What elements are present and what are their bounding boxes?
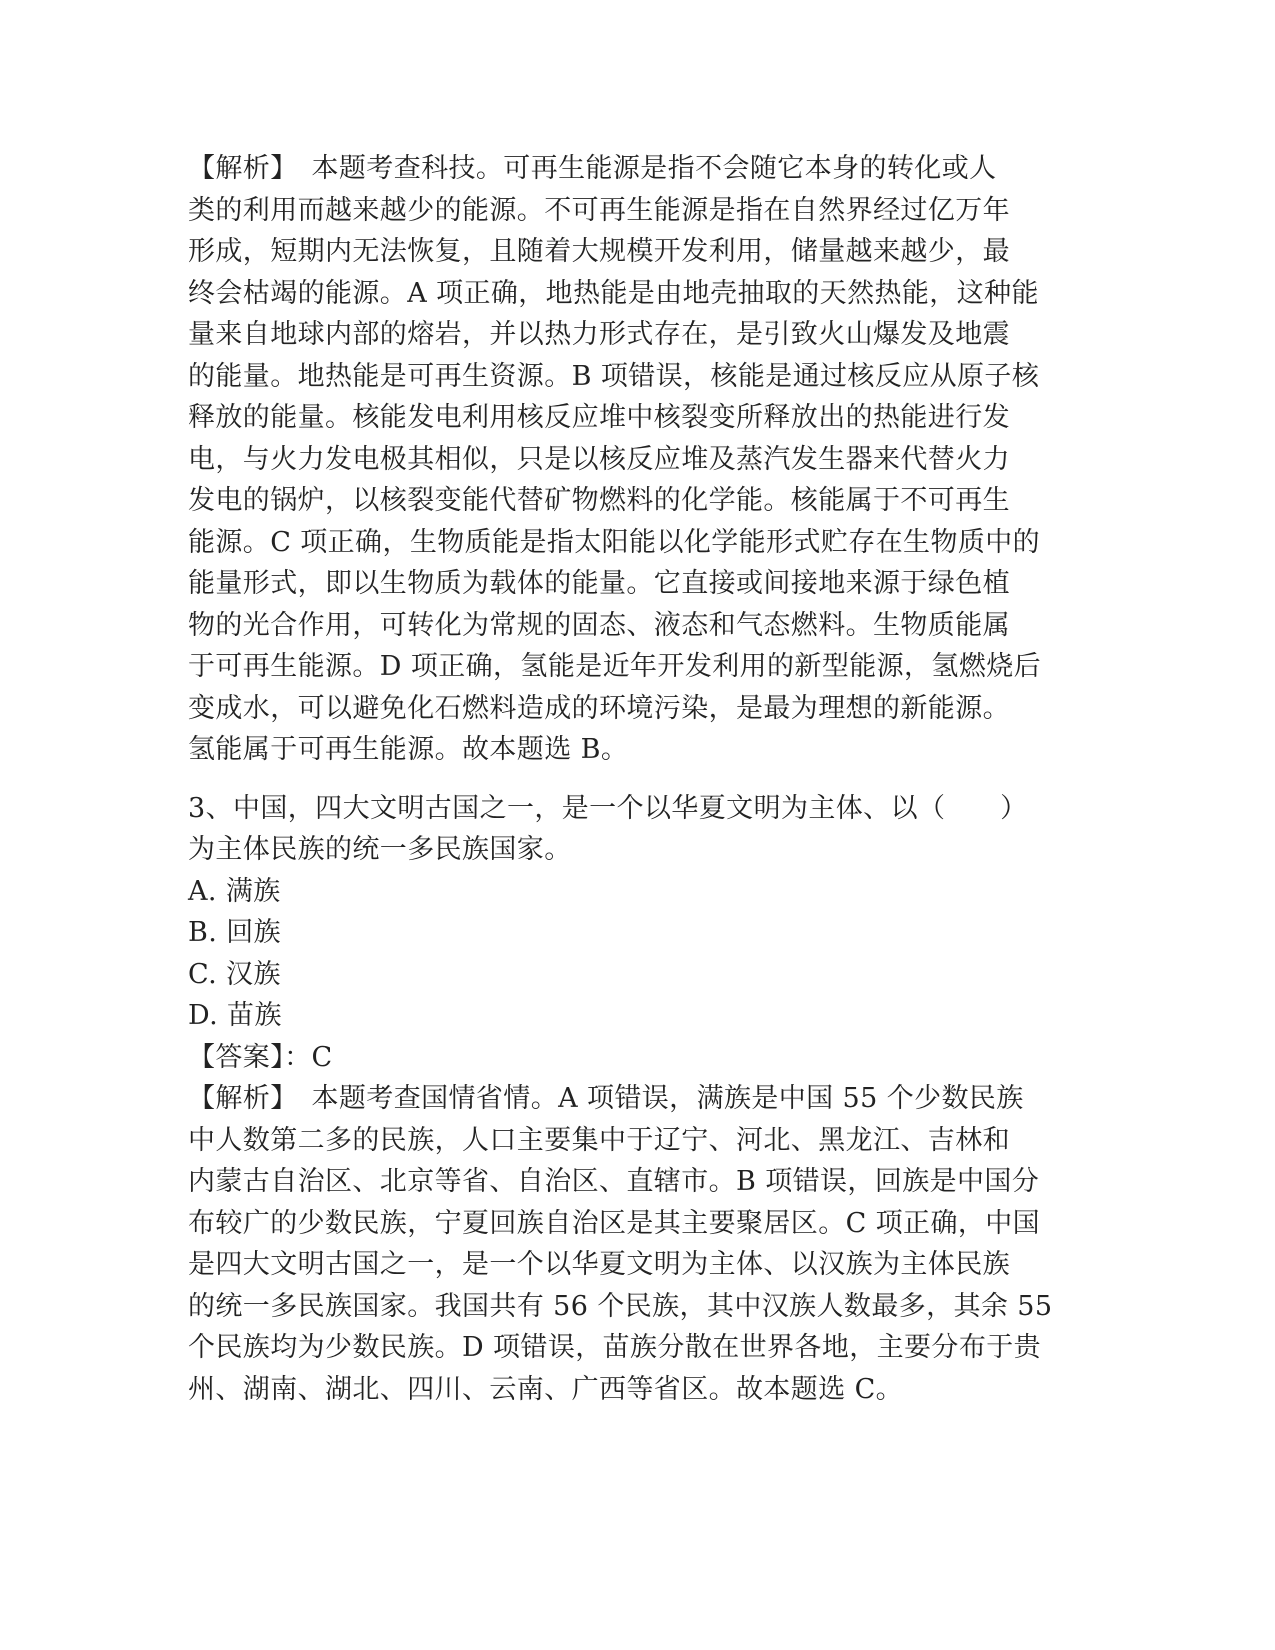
option-a: A. 满族 xyxy=(188,875,281,907)
analysis-line: 州、湖南、湖北、四川、云南、广西等省区。故本题选 C。 xyxy=(188,1373,904,1405)
analysis-line: 【解析】 本题考查国情省情。A 项错误，满族是中国 55 个少数民族 xyxy=(188,1083,1024,1114)
analysis-line: 是四大文明古国之一，是一个以华夏文明为主体、以汉族为主体民族 xyxy=(188,1249,1010,1280)
analysis-line: 内蒙古自治区、北京等省、自治区、直辖市。B 项错误，回族是中国分 xyxy=(188,1166,1040,1197)
analysis-line: 氢能属于可再生能源。故本题选 B。 xyxy=(188,734,629,765)
option-b: B. 回族 xyxy=(188,917,282,948)
question-stem-line: 为主体民族的统一多民族国家。 xyxy=(188,834,572,865)
analysis-line: 布较广的少数民族，宁夏回族自治区是其主要聚居区。C 项正确，中国 xyxy=(188,1207,1041,1239)
question-3 xyxy=(188,788,1088,1079)
question-stem-line: 3、中国，四大文明古国之一，是一个以华夏文明为主体、以（ ） xyxy=(188,792,1028,824)
document-content xyxy=(188,148,1088,1410)
analysis-line: 形成，短期内无法恢复，且随着大规模开发利用，储量越来越少，最 xyxy=(188,236,1010,267)
analysis-line: 中人数第二多的民族，人口主要集中于辽宁、河北、黑龙江、吉林和 xyxy=(188,1124,1010,1156)
option-d: D. 苗族 xyxy=(188,1000,282,1031)
analysis-line: 的统一多民族国家。我国共有 56 个民族，其中汉族人数最多，其余 55 xyxy=(188,1290,1053,1322)
analysis-line: 于可再生能源。D 项正确，氢能是近年开发利用的新型能源，氢燃烧后 xyxy=(188,651,1042,682)
analysis-line: 电，与火力发电极其相似，只是以核反应堆及蒸汽发生器来代替火力 xyxy=(188,443,1010,475)
answer-line: 【答案】：C xyxy=(188,1041,333,1073)
analysis-question-3 xyxy=(188,1078,1088,1410)
analysis-line: 释放的能量。核能发电利用核反应堆中核裂变所释放出的热能进行发 xyxy=(188,402,1010,433)
analysis-question-2 xyxy=(188,148,1088,771)
analysis-line: 量来自地球内部的熔岩，并以热力形式存在，是引致火山爆发及地震 xyxy=(188,319,1010,350)
analysis-line: 的能量。地热能是可再生资源。B 项错误，核能是通过核反应从原子核 xyxy=(188,360,1040,392)
analysis-line: 物的光合作用，可转化为常规的固态、液态和气态燃料。生物质能属 xyxy=(188,609,1010,641)
analysis-line: 终会枯竭的能源。A 项正确，地热能是由地壳抽取的天然热能，这种能 xyxy=(188,277,1039,309)
analysis-line: 能量形式，即以生物质为载体的能量。它直接或间接地来源于绿色植 xyxy=(188,568,1010,599)
option-c: C. 汉族 xyxy=(188,958,281,990)
analysis-line: 能源。C 项正确，生物质能是指太阳能以化学能形式贮存在生物质中的 xyxy=(188,526,1041,558)
analysis-line: 变成水，可以避免化石燃料造成的环境污染，是最为理想的新能源。 xyxy=(188,692,1010,724)
analysis-line: 个民族均为少数民族。D 项错误，苗族分散在世界各地，主要分布于贵 xyxy=(188,1332,1042,1363)
section-gap xyxy=(188,771,1088,788)
analysis-line: 发电的锅炉，以核裂变能代替矿物燃料的化学能。核能属于不可再生 xyxy=(188,485,1010,516)
analysis-line: 【解析】 本题考查科技。可再生能源是指不会随它本身的转化或人 xyxy=(188,153,997,184)
analysis-line: 类的利用而越来越少的能源。不可再生能源是指在自然界经过亿万年 xyxy=(188,194,1010,226)
